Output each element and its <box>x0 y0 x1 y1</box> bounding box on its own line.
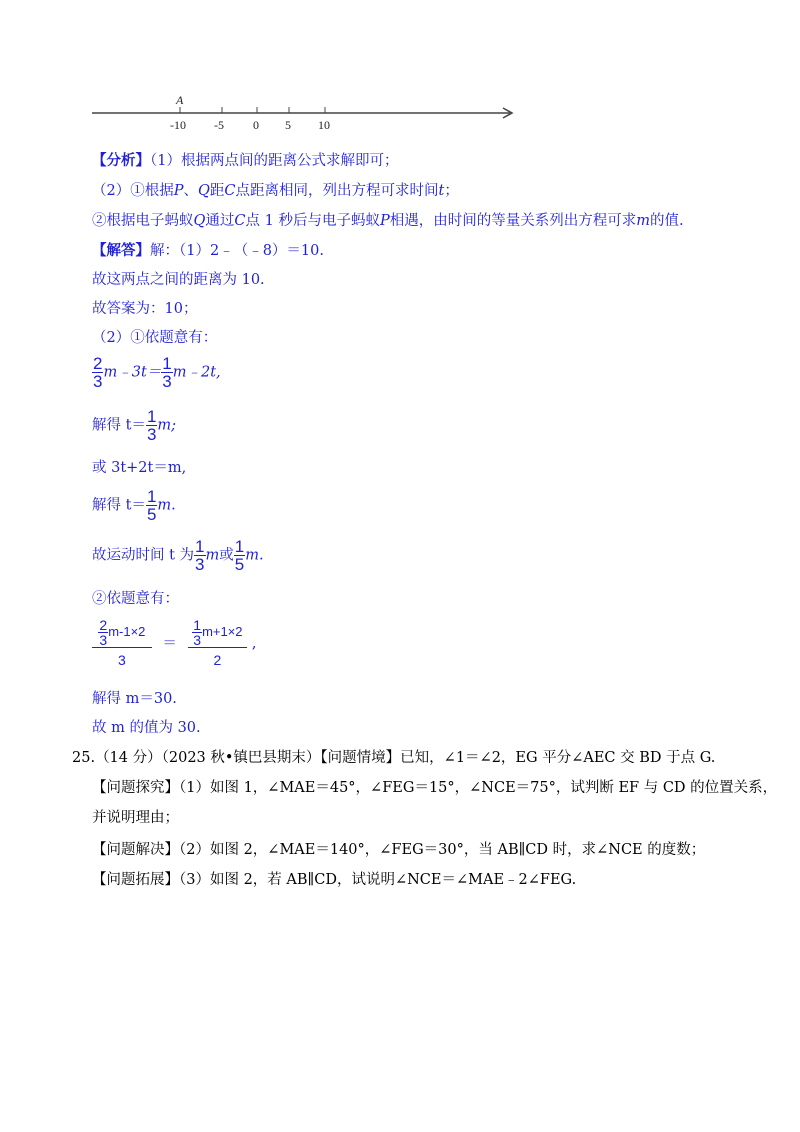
tick-label: 0 <box>253 118 259 132</box>
analysis-line-2: （2）①根据P、Q距C点距离相同，列出方程可求时间t； <box>92 183 459 199</box>
question-25-line-4: 【问题解决】（2）如图 2，∠MAE＝140°，∠FEG＝30°，当 AB∥CD 时，求∠NCE 的度数； <box>92 842 706 858</box>
analysis-line-1 <box>92 152 398 170</box>
tick-label: 10 <box>318 118 330 132</box>
tick-label: -10 <box>170 118 186 132</box>
solution-line-3: 故答案为：10； <box>92 301 198 317</box>
question-number: 25. <box>72 750 96 766</box>
question-25-line-1: 25.（14 分）（2023 秋•镇巴县期末）【问题情境】已知，∠1＝∠2，EG 平分∠AEC 交 BD 于点 G. <box>72 750 716 766</box>
analysis-tag: 【分析】 <box>92 152 150 169</box>
equation-4: 解得 t＝ $\frac{1}{5}$ m. <box>92 487 176 524</box>
solution-line-1: 【解答】解：（1）2﹣（﹣8）＝10. <box>92 242 324 259</box>
point-label-a: A <box>176 93 184 107</box>
solution-line-4: （2）①依题意有： <box>92 330 218 346</box>
solution-line-6: 解得 m＝30. <box>92 691 177 707</box>
solution-line-7: 故 m 的值为 30. <box>92 720 201 736</box>
tick-label: -5 <box>214 118 224 132</box>
analysis-line-3: ②根据电子蚂蚁Q通过C点 1 秒后与电子蚂蚁P相遇，由时间的等量关系列出方程可求m的值. <box>92 213 684 229</box>
question-25-line-3: 并说明理由； <box>92 810 179 826</box>
equation-1: $\frac{2}{3}$ m﹣3t＝ $\frac{1}{3}$ m﹣2t, <box>93 354 221 391</box>
question-25-line-5: 【问题拓展】（3）如图 2，若 AB∥CD，试说明∠NCE＝∠MAE﹣2∠FEG. <box>92 872 577 888</box>
equation-6: $\frac{2}{3}$ m-1×2 3 ＝ $\frac{1}{3}$ m+1×2 2 , <box>92 618 257 669</box>
solution-line-5: ②依题意有： <box>92 591 179 607</box>
equation-5: 故运动时间 t 为 $\frac{1}{3}$ m或 $\frac{1}{5}$ m. <box>92 537 264 574</box>
solution-tag: 【解答】 <box>92 242 150 259</box>
question-25-line-2: 【问题探究】（1）如图 1，∠MAE＝45°，∠FEG＝15°，∠NCE＝75°，试判断 EF 与 CD 的位置关系， <box>92 780 778 796</box>
analysis-text: （1）根据两点间的距离公式求解即可； <box>150 153 399 169</box>
tick-label: 5 <box>285 118 291 132</box>
equation-2: 解得 t＝ $\frac{1}{3}$ m; <box>92 407 177 444</box>
equation-3: 或 3t+2t＝m, <box>92 460 187 476</box>
solution-line-2: 故这两点之间的距离为 10. <box>92 272 265 288</box>
number-line <box>0 0 800 140</box>
